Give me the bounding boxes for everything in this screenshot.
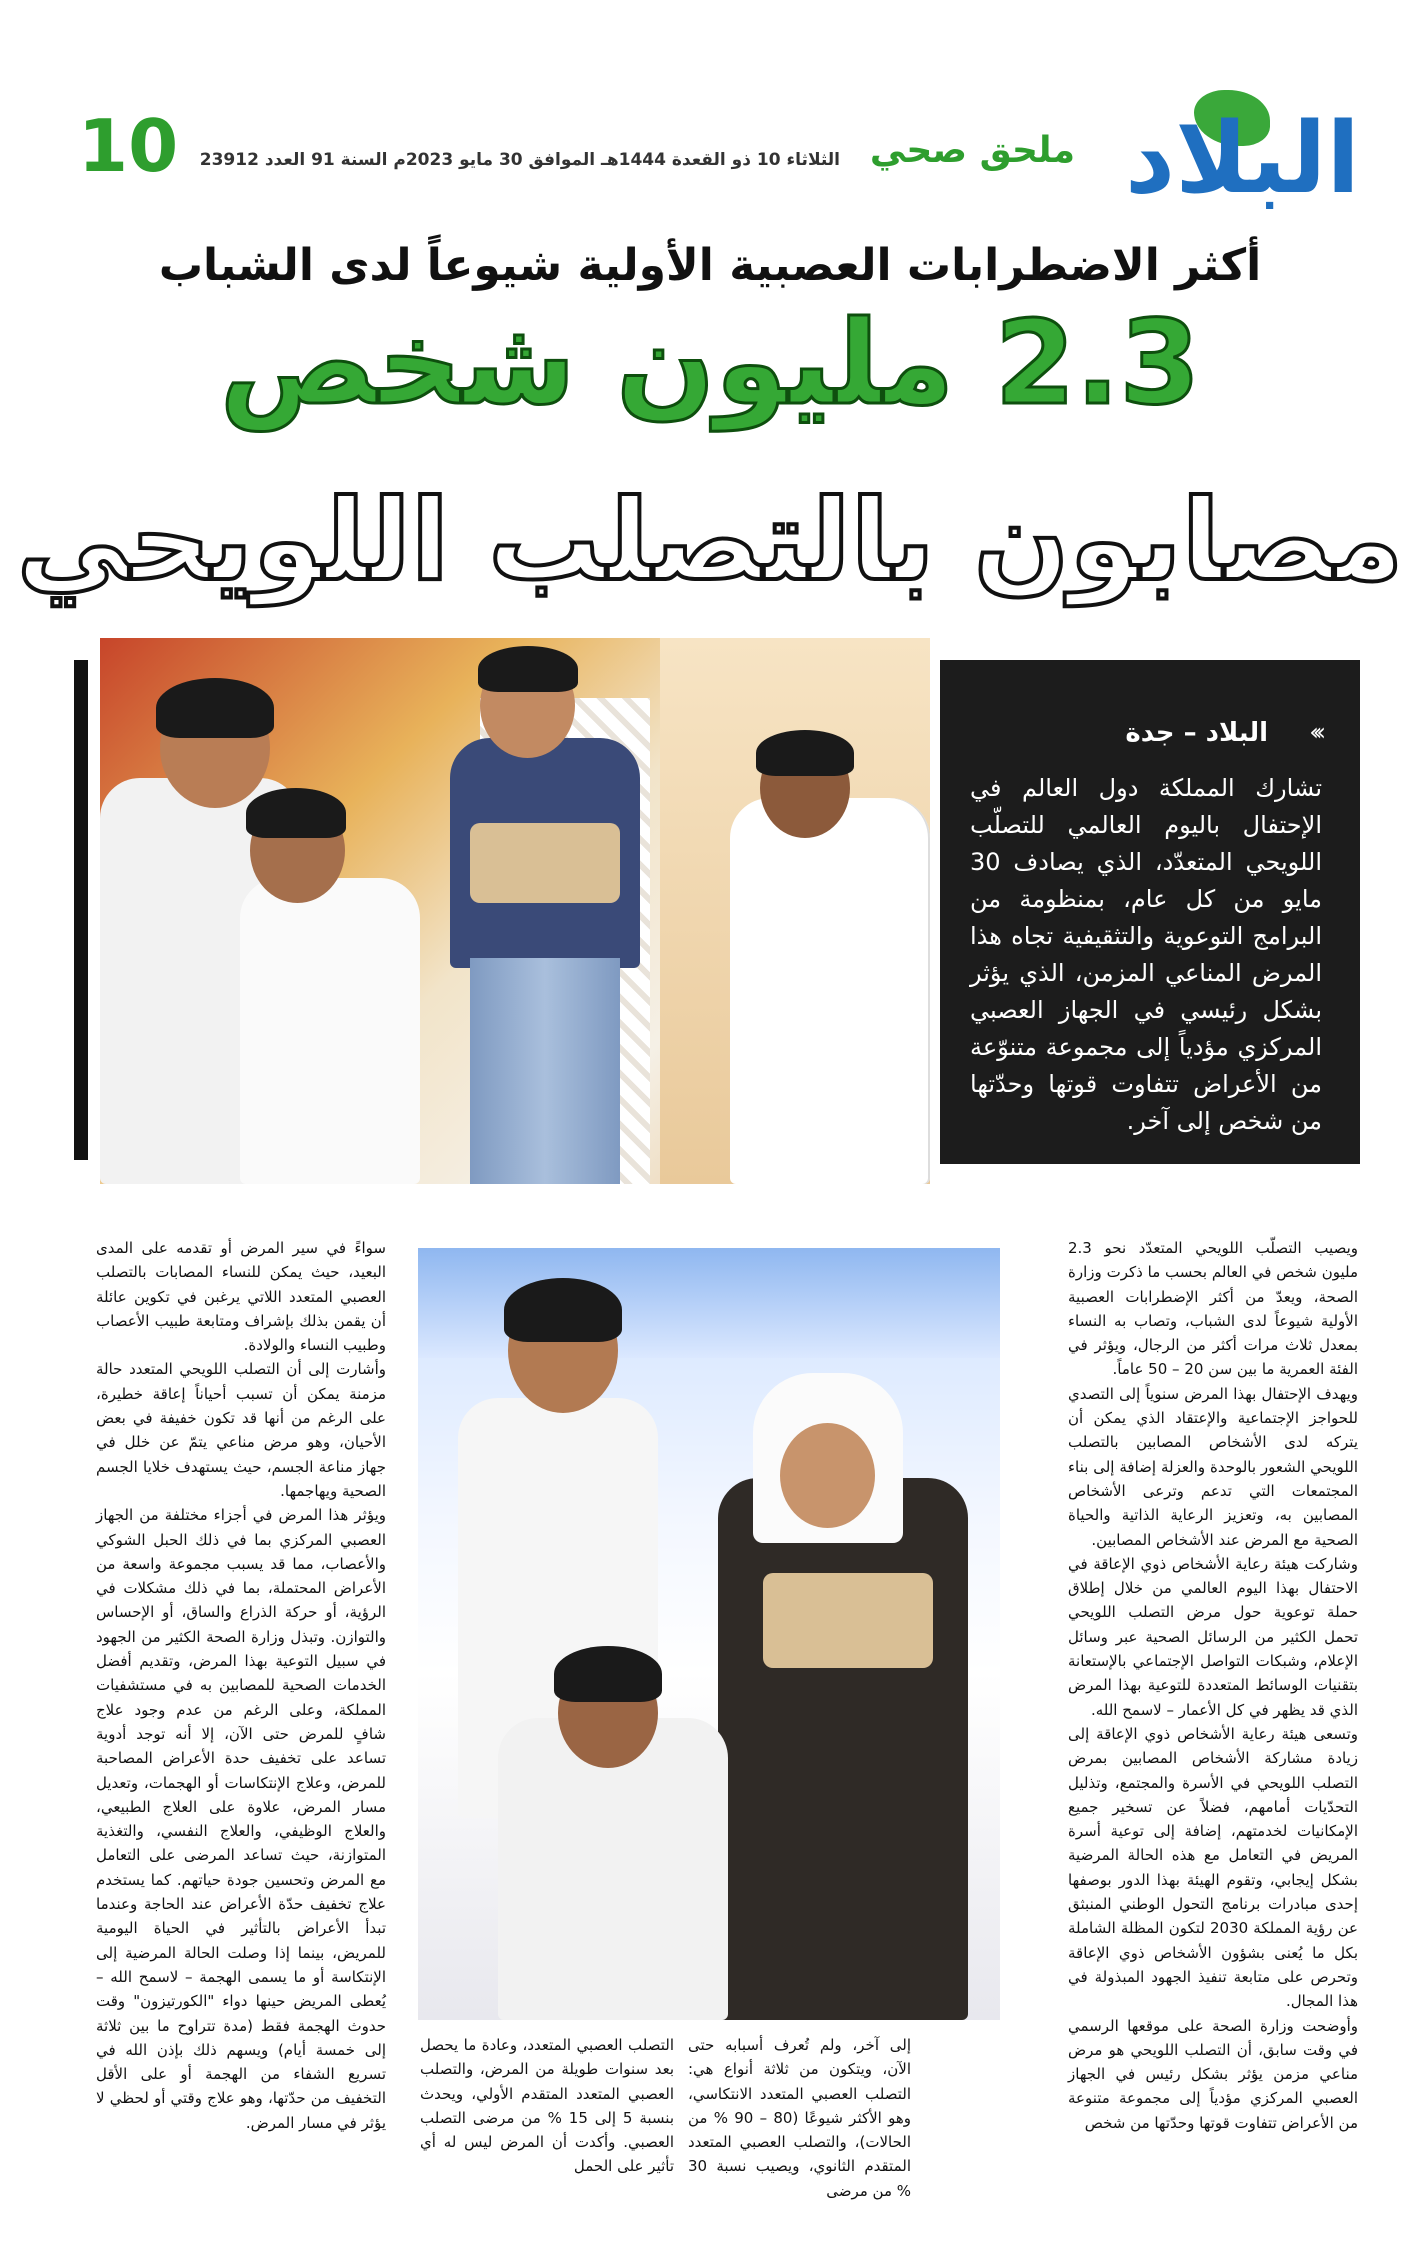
supplement-label: ملحق صحي	[869, 130, 1075, 171]
decorative-bar	[74, 660, 88, 1160]
intro-paragraph: تشارك المملكة دول العالم في الإحتفال باليوم العالمي للتصلّب اللويحي المتعدّد، الذي يصادف 30 مايو من كل عام، بمنظومة من البرامج التوعوية والتثقيفية تجاه هذا المرض المناعي المزمن، الذي يؤثر بشكل رئيسي في الجهاز العصبي المركزي مؤدياً إلى مجموعة متنوّعة من الأعراض تتفاوت قوتها وحدّتها من شخص إلى آخر.	[970, 774, 1322, 1135]
article-column-right	[1068, 1236, 1358, 2135]
photo-back-brace	[763, 1573, 933, 1668]
paragraph: وأوضحت وزارة الصحة على موقعها الرسمي في وقت سابق، أن التصلب اللويحي هو مرض مناعي مزمن يؤثر بشكل رئيس في الجهاز العصبي المركزي مؤدياً إلى مجموعة متنوعة من الأعراض تتفاوت قوتها وحدّتها من شخص	[1068, 2016, 1358, 2132]
paragraph: وشاركت هيئة رعاية الأشخاص ذوي الإعاقة في الاحتفال بهذا اليوم العالمي من خلال إطلاق حملة توعوية حول مرض التصلب اللويحي تحمل الكثير من الرسائل الصحية عبر وسائل الإعلام، وشبكات التواصل الإجتماعي بالإستعانة بتقنيات الوسائط المتعددة للتوعية بهذا المرض الذي قد يظهر في كل الأعمار – لاسمح الله.	[1068, 1554, 1358, 1719]
byline: البلاد – جدة	[1125, 718, 1268, 748]
photo-awareness-event	[100, 638, 930, 1184]
photo-person-hair	[554, 1646, 662, 1702]
headline-main: 2.3 مليون شخص	[219, 296, 1201, 431]
photo-person-hair	[504, 1278, 622, 1342]
photo-person-hair	[156, 678, 274, 738]
article-column-mid-b: التصلب العصبي المتعدد، وعادة ما يحصل بعد سنوات طويلة من المرض، والتصلب العصبي المتعدد المتقدم الأولي، ويحدث بنسبة 5 إلى 15 % من مرضى التصلب العصبي. وأكدت أن المرض ليس له أي تأثير على الحمل	[420, 2036, 675, 2176]
headline-secondary: مصابون بالتصلب اللويحي	[16, 476, 1404, 606]
photo-person-head	[780, 1423, 875, 1528]
photo-person-hair	[756, 730, 854, 776]
photo-person-second	[240, 878, 420, 1184]
photo-person-right	[730, 798, 930, 1184]
paragraph: وتسعى هيئة رعاية الأشخاص ذوي الإعاقة إلى زيادة مشاركة الأشخاص المصابين بمرض التصلب اللويحي في الأسرة والمجتمع، وتذليل التحدّيات أمامهم، فضلاً عن تسخير جميع الإمكانيات لخدمتهم، إضافة إلى توعية أسرة المريض في التعامل مع هذه الحالة المرضية بشكل إيجابي، وتقوم الهيئة بهذا الدور بوصفها إحدى مبادرات برنامج التحول الوطني المنبثق عن رؤية المملكة 2030 لتكون المظلة الشاملة بكل ما يُعنى بشؤون الأشخاص ذوي الإعاقة وتحرص على متابعة تنفيذ الجهود المبذولة في هذا المجال.	[1068, 1724, 1358, 2011]
paragraph: سواءً في سير المرض أو تقدمه على المدى البعيد، حيث يمكن للنساء المصابات بالتصلب العصبي المتعدد اللاتي يرغبن في تكوين عائلة أن يقمن بذلك بإشراف ومتابعة طبيب الأعصاب وطبيب النساء والولادة.	[96, 1239, 386, 1355]
photo-jeans	[470, 958, 620, 1184]
article-column-mid-a: إلى آخر، ولم تُعرف أسبابه حتى الآن، ويتكون من ثلاثة أنواع هي: التصلب العصبي المتعدد الانتكاسي، وهو الأكثر شيوعًا (80 – 90 % من الحالات)، والتصلب العصبي المتعدد المتقدم الثانوي، ويصيب نسبة 30 % من مرضى	[688, 2036, 911, 2200]
photo-person-hair	[478, 646, 578, 692]
article-column-left	[96, 1236, 386, 2135]
photo-brace-fitting	[418, 1248, 1000, 2020]
chevron-left-icon: ‹‹‹	[1309, 718, 1320, 746]
photo-back-brace	[470, 823, 620, 903]
page-number: 10	[78, 104, 179, 188]
intro-box	[940, 660, 1360, 1164]
issue-dateline: الثلاثاء 10 ذو القعدة 1444هـ الموافق 30 مايو 2023م السنة 91 العدد 23912	[199, 150, 840, 170]
photo-person-seated	[718, 1478, 968, 2020]
paragraph: ويصيب التصلّب اللويحي المتعدّد نحو 2.3 مليون شخص في العالم بحسب ما ذكرت وزارة الصحة، ويعدّ من أكثر الإضطرابات العصبية الأولية شيوعاً لدى الشباب، وتصاب به النساء بمعدل ثلاث مرات أكثر من الرجال، ويؤثر في الفئة العمرية ما بين سن 20 – 50 عاماً.	[1068, 1239, 1358, 1379]
paragraph: ويهدف الإحتفال بهذا المرض سنوياً إلى التصدي للحواجز الإجتماعية والإعتقاد الذي يمكن أن يتركه لدى الأشخاص المصابين بالتصلب اللويحي الشعور بالوحدة والعزلة إضافة إلى بناء المجتمعات التي تدعم وترعى الأشخاص المصابين به، وتعزيز الرعاية الذاتية والحياة الصحية مع المرض عند الأشخاص المصابين.	[1068, 1384, 1358, 1549]
newspaper-logo	[1110, 70, 1360, 216]
logo-text: البلاد	[1124, 102, 1360, 216]
headline-kicker: أكثر الاضطرابات العصبية الأولية شيوعاً لدى الشباب	[158, 240, 1262, 291]
photo-person-hair	[246, 788, 346, 838]
paragraph: ويؤثر هذا المرض في أجزاء مختلفة من الجهاز العصبي المركزي بما في ذلك الحبل الشوكي والأعصاب، مما قد يسبب مجموعة واسعة من الأعراض المحتملة، بما في ذلك مشكلات في الرؤية، أو حركة الذراع والساق، أو الإحساس والتوازن. وتبذل وزارة الصحة الكثير من الجهود في سبيل التوعية بهذا المرض، وتقديم أفضل الخدمات الصحية للمصابين به في مستشفيات المملكة، وعلى الرغم من عدم وجود علاج شافٍ للمرض حتى الآن، إلا أنه توجد أدوية تساعد على تخفيف حدة الأعراض المصاحبة للمرض، وعلاج الإنتكاسات أو الهجمات، وتعديل مسار المرض، علاوة على العلاج الطبيعي، والعلاج الوظيفي، والعلاج النفسي، والتغذية المتوازنة، حيث تساعد المرضى على التعامل مع المرض وتحسين جودة حياتهم. كما يستخدم علاج تخفيف حدّة الأعراض عند الحاجة وعندما تبدأ الأعراض بالتأثير في الحياة اليومية للمريض، بينما إذا وصلت الحالة المرضية إلى الإنتكاسة أو ما يسمى الهجمة – لاسمح الله – يُعطى المريض حينها دواء "الكورتيزون" وقت حدوث الهجمة فقط (مدة تتراوح ما بين ثلاثة إلى خمسة أيام) ويسهم ذلك بإذن الله في تسريع الشفاء من الهجمة أو على الأقل التخفيف من حدّتها، وهو علاج وقتي أو لحظي لا يؤثر في مسار المرض.	[96, 1506, 386, 2132]
paragraph: وأشارت إلى أن التصلب اللويحي المتعدد حالة مزمنة يمكن أن تسبب أحياناً إعاقة خطيرة، على الرغم من أنها قد تكون خفيفة في بعض الأحيان، وهو مرض مناعي يتمّ عن خلل في جهاز مناعة الجسم، حيث يستهدف خلايا الجسم الصحية ويهاجمها.	[96, 1360, 386, 1500]
